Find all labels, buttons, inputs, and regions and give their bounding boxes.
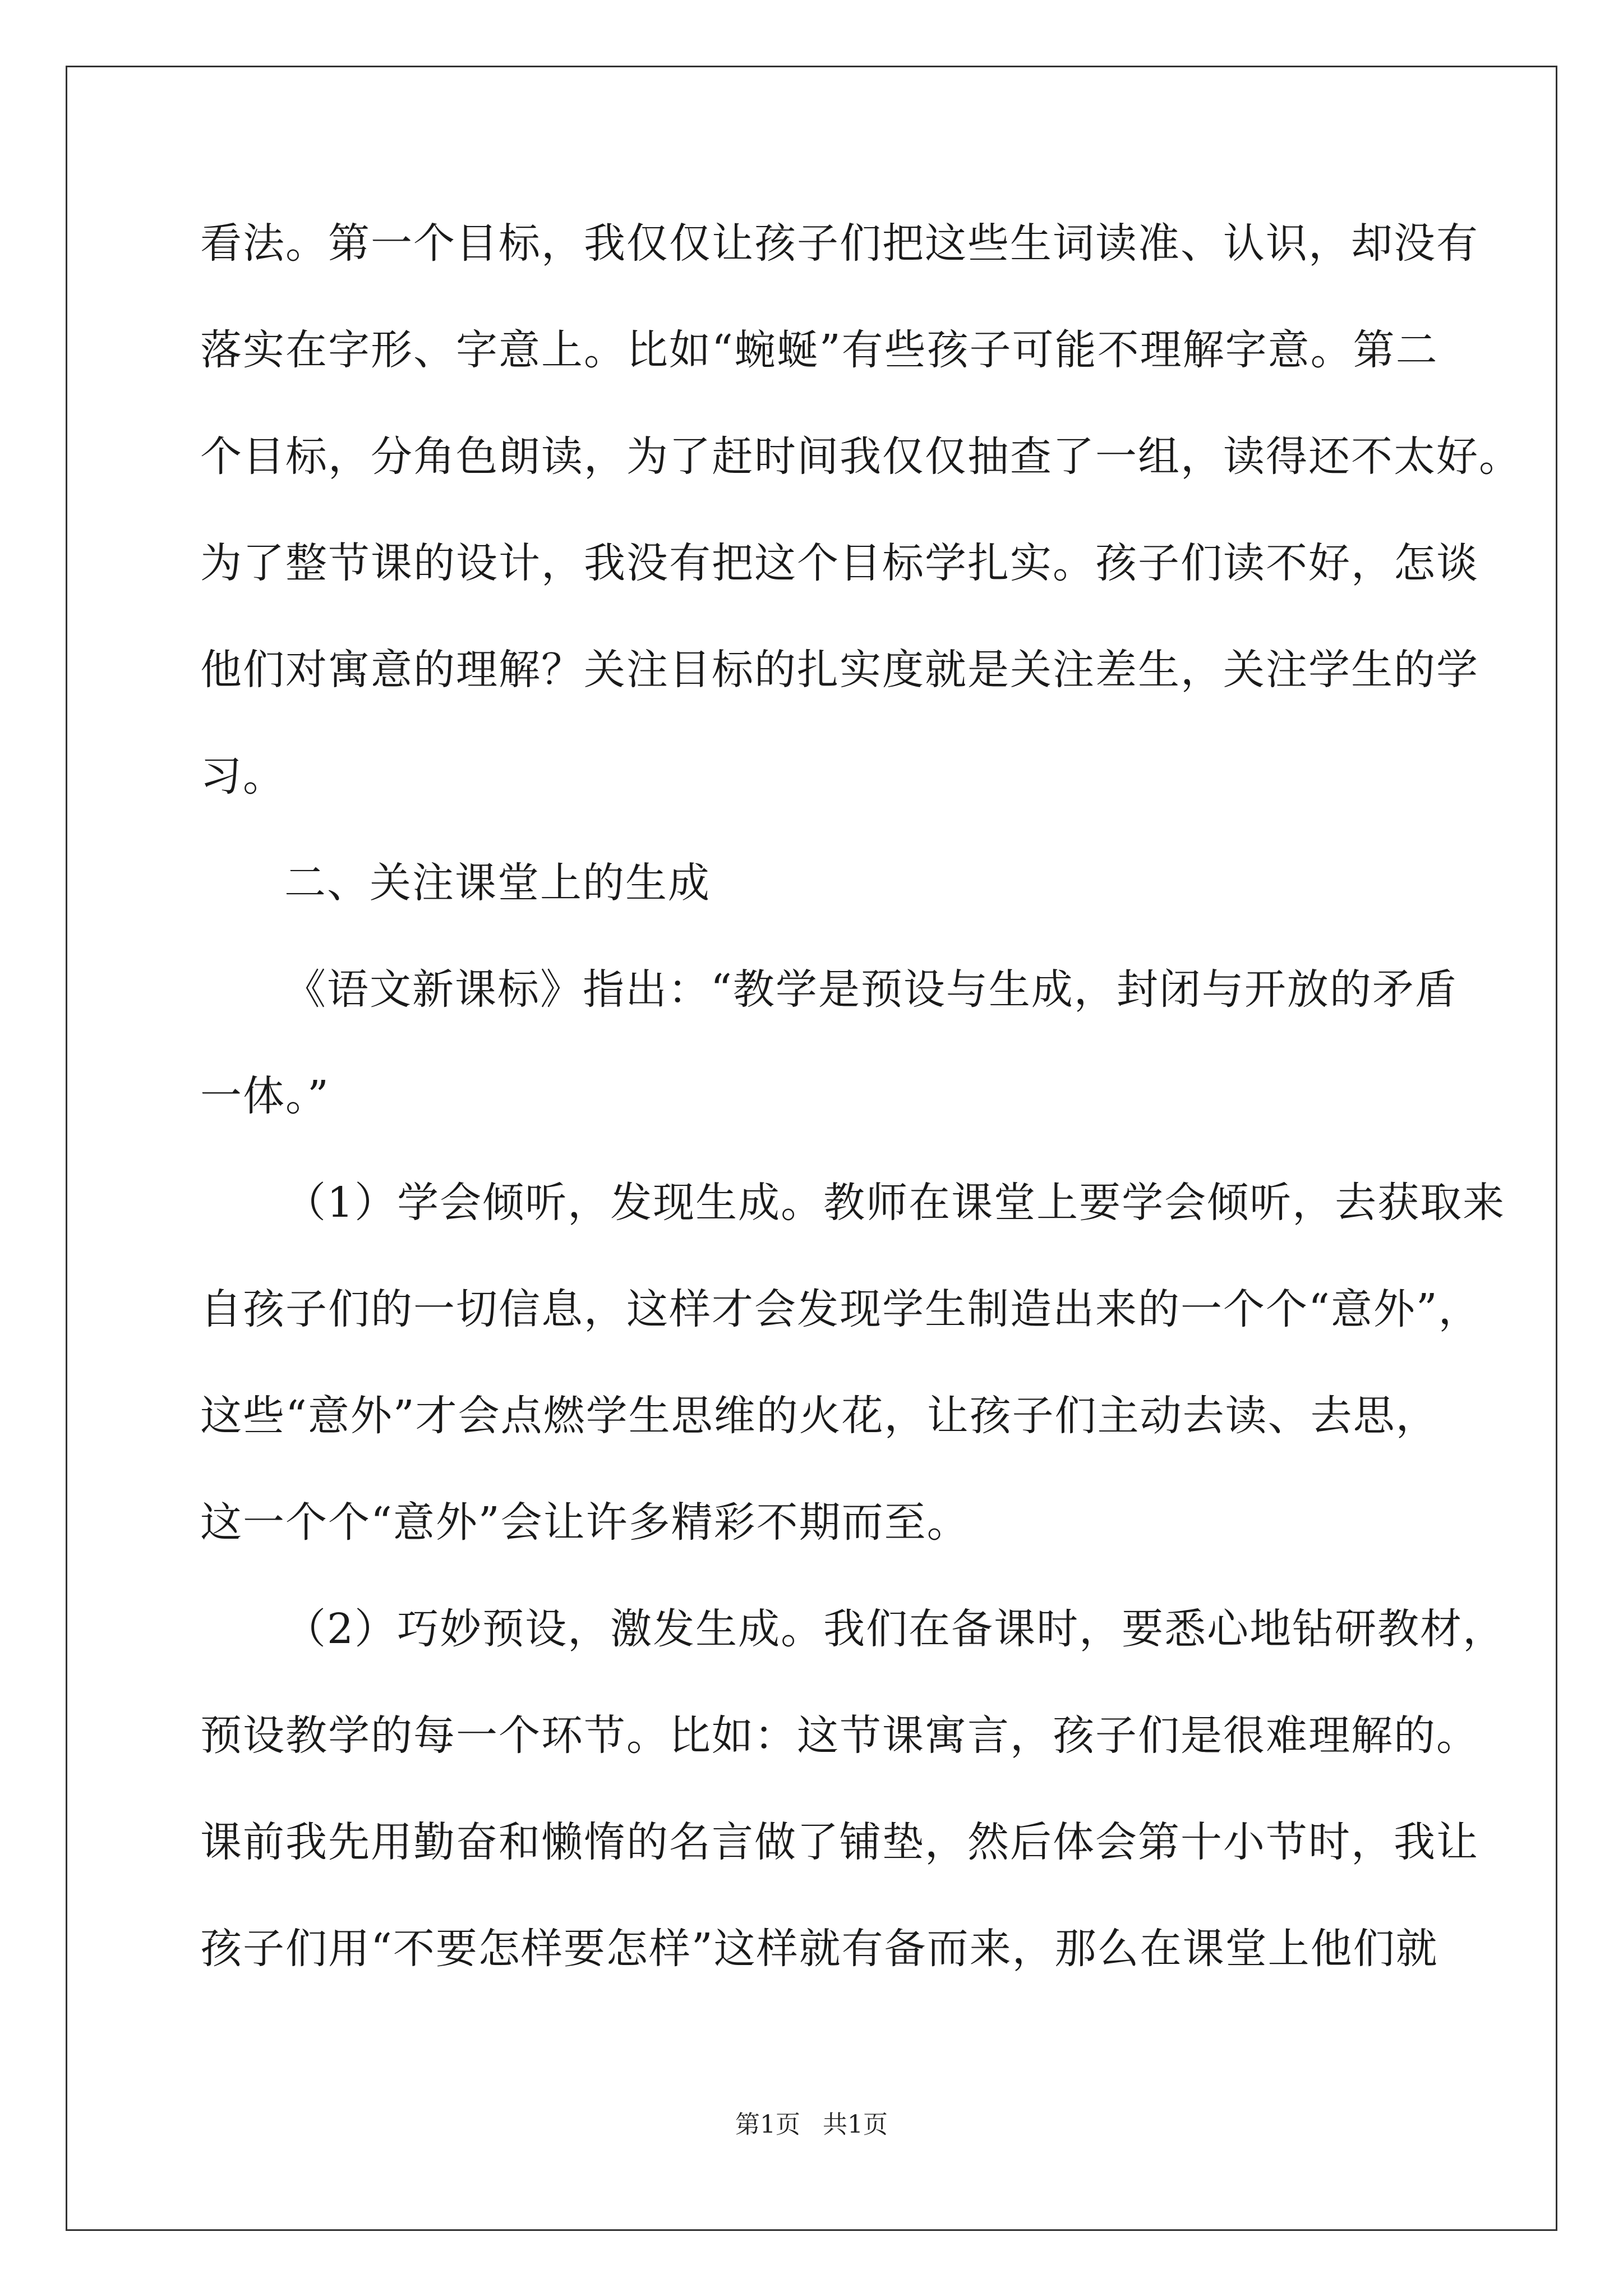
page-border [66,66,1557,2231]
text-line: 《语文新课标》指出：“教学是预设与生成，封闭与开放的矛盾 [284,965,1458,1014]
text-line: 课前我先用勤奋和懒惰的名言做了铺垫，然后体会第十小节时，我让 [200,1818,1479,1866]
text-line: 他们对寓意的理解？关注目标的扎实度就是关注差生，关注学生的学 [200,646,1479,694]
text-line: 一体。” [200,1072,330,1120]
page-footer [0,2108,1623,2142]
text-line: 预设教学的每一个环节。比如：这节课寓言，孩子们是很难理解的。 [200,1711,1479,1760]
text-line: （1）学会倾听，发现生成。教师在课堂上要学会倾听，去获取来 [284,1179,1506,1227]
text-line: 落实在字形、字意上。比如“蜿蜒”有些孩子可能不理解字意。第二 [200,326,1438,374]
page-total: 共1页 [823,2110,888,2139]
text-line: 看法。第一个目标，我仅仅让孩子们把这些生词读准、认识，却没有 [200,219,1479,268]
text-line: 自孩子们的一切信息，这样才会发现学生制造出来的一个个“意外”， [200,1285,1481,1333]
page-number: 第1页 [735,2110,800,2139]
text-line: 孩子们用“不要怎样要怎样”这样就有备而来，那么在课堂上他们就 [200,1925,1438,1973]
text-line: （2）巧妙预设，激发生成。我们在备课时，要悉心地钻研教材， [284,1605,1506,1653]
text-line: 为了整节课的设计，我没有把这个目标学扎实。孩子们读不好，怎谈 [200,539,1479,587]
text-line: 个目标，分角色朗读，为了赶时间我仅仅抽查了一组，读得还不太好。 [200,432,1521,481]
section-heading: 二、关注课堂上的生成 [284,859,711,907]
text-line: 这一个个“意外”会让许多精彩不期而至。 [200,1498,970,1547]
text-line: 习。 [200,752,285,800]
text-line: 这些“意外”才会点燃学生思维的火花，让孩子们主动去读、去思， [200,1392,1438,1440]
